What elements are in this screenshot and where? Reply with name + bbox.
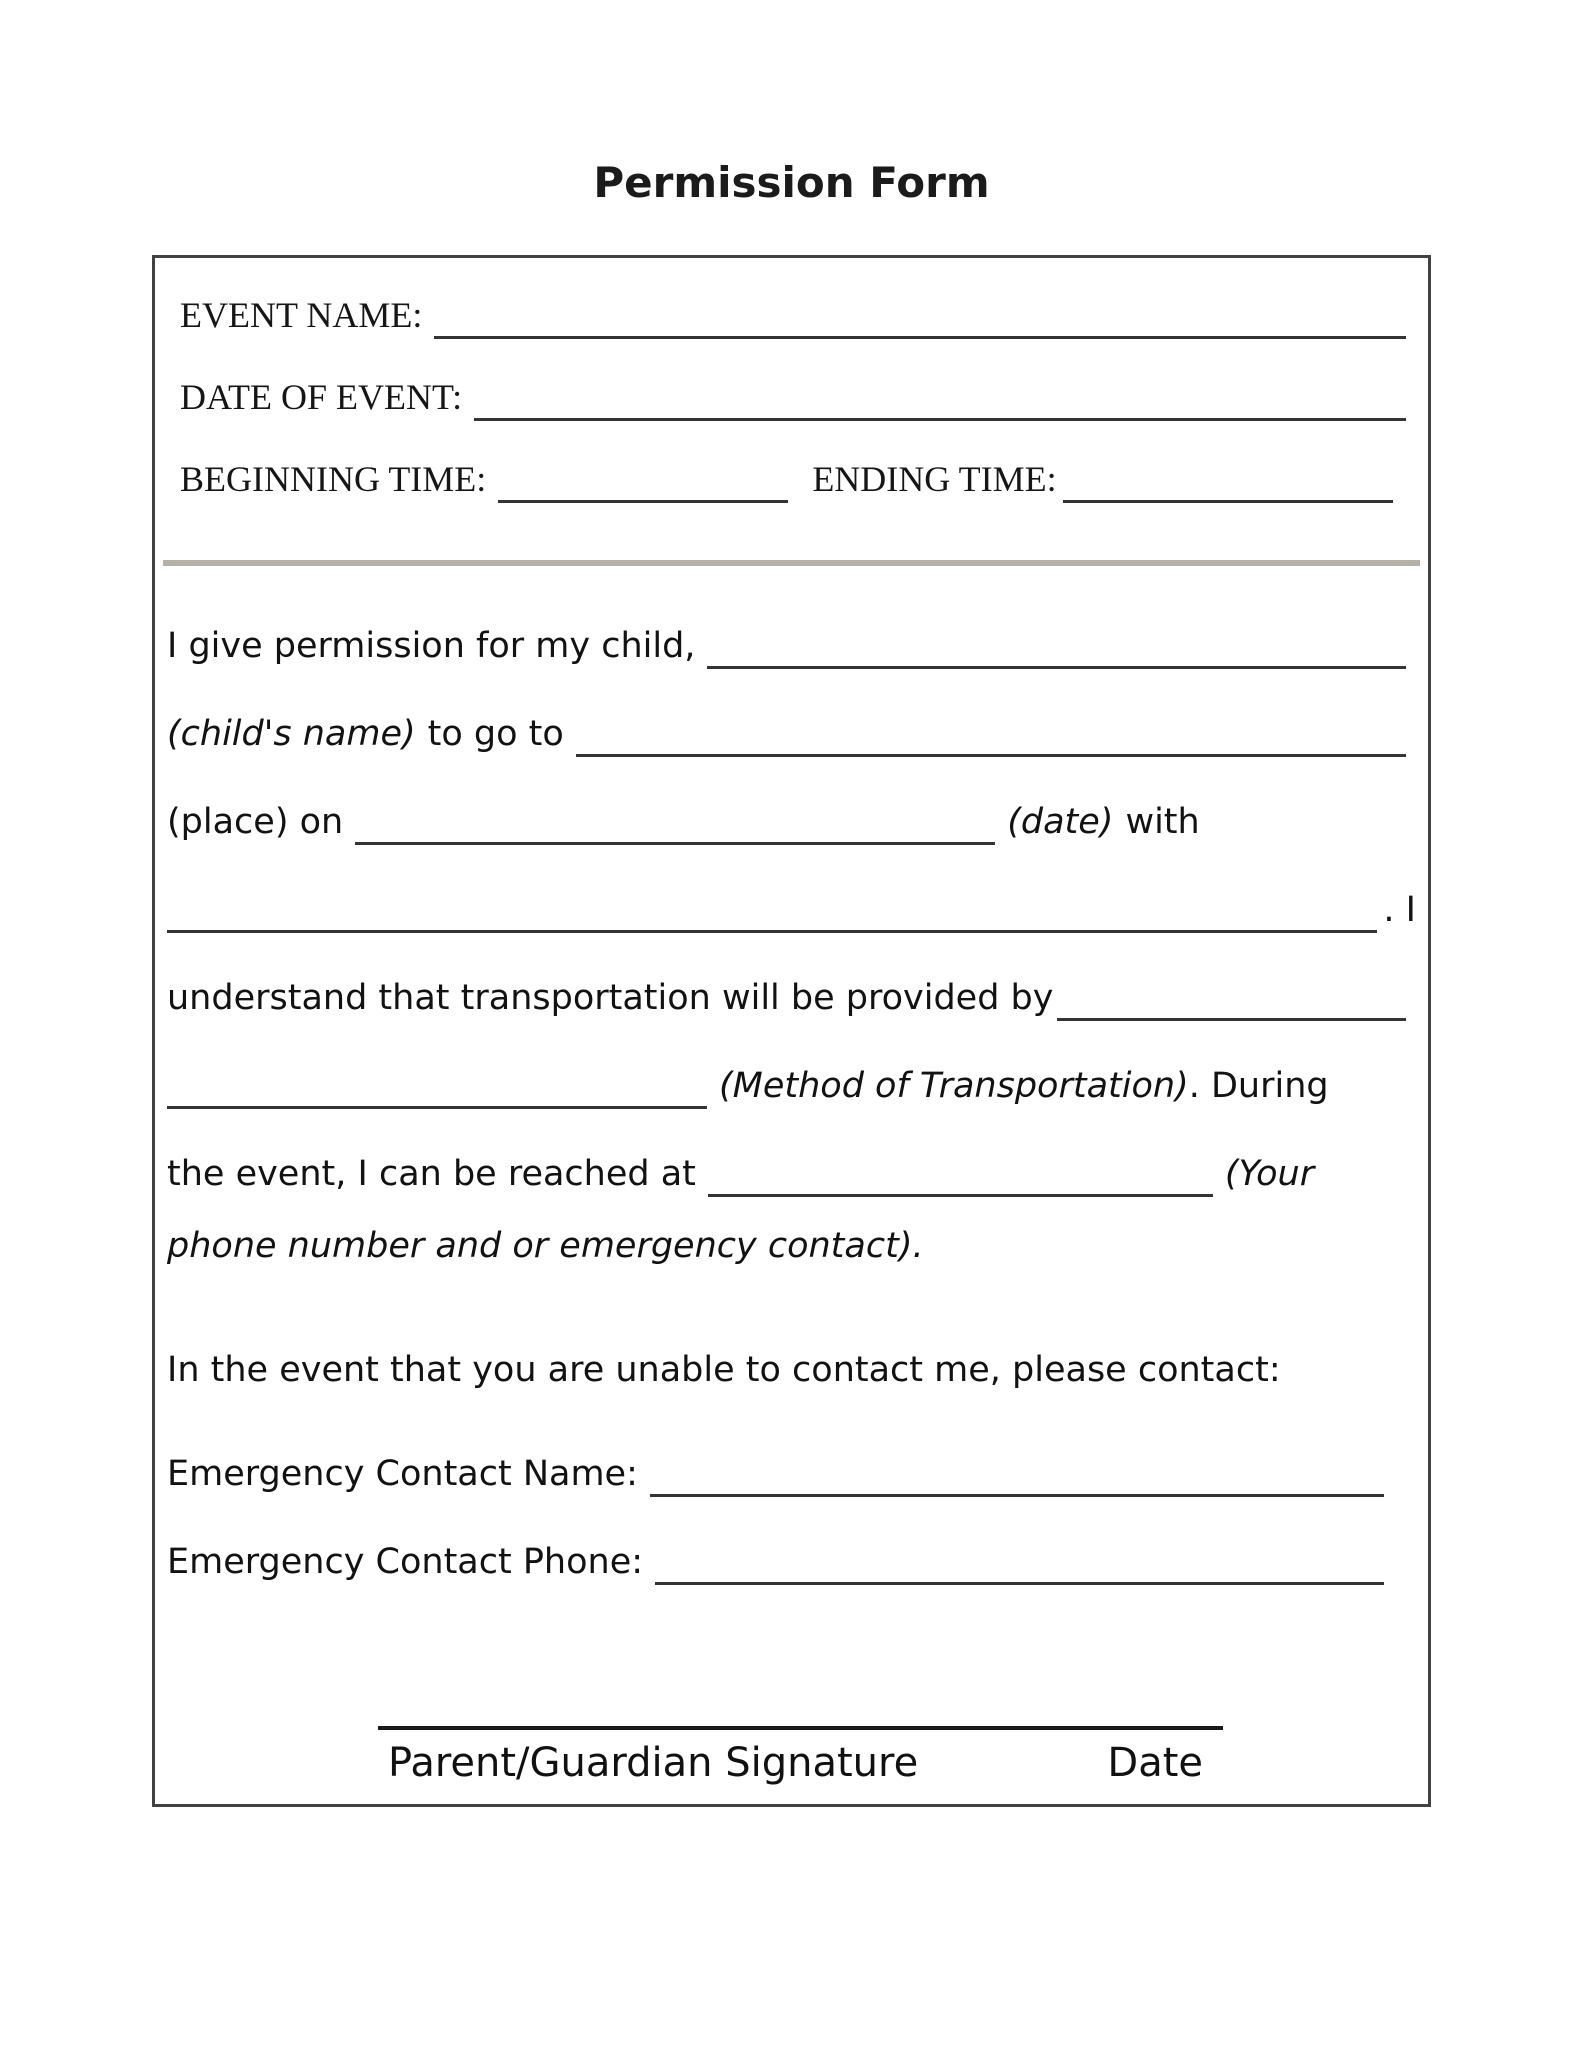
signature-section (378, 1726, 1223, 1786)
emergency-contact-phone-blank[interactable] (655, 1538, 1384, 1585)
transportation-provider-blank[interactable] (1057, 974, 1406, 1021)
to-go-to-text: to go to (427, 714, 564, 754)
child-name-blank[interactable] (707, 622, 1406, 669)
date-of-event-row (167, 362, 1416, 444)
emergency-contact-phone-label: Emergency Contact Phone: (167, 1542, 644, 1582)
transportation-text: understand that transportation will be provided by (167, 978, 1054, 1018)
permission-line-5 (167, 962, 1416, 1050)
date-of-event-blank[interactable] (474, 374, 1406, 421)
permission-statement-text: I give permission for my child, (167, 626, 696, 666)
period-i-text: . I (1383, 890, 1416, 930)
place-on-text: (place) on (167, 802, 344, 842)
times-row (167, 444, 1416, 526)
date-of-event-label: DATE OF EVENT: (180, 377, 463, 417)
method-note: (Method of Transportation) (719, 1066, 1189, 1106)
date-note: (date) (1007, 802, 1114, 842)
emergency-name-line (167, 1438, 1416, 1526)
date-blank[interactable] (355, 798, 995, 845)
signature-label: Parent/Guardian Signature (388, 1740, 919, 1786)
permission-form-box (152, 255, 1431, 1807)
emergency-contact-name-blank[interactable] (650, 1450, 1384, 1497)
permission-line-7 (167, 1138, 1416, 1226)
beginning-time-blank[interactable] (498, 456, 788, 503)
phone-note: phone number and or emergency contact). (167, 1226, 924, 1266)
contact-intro-text: In the event that you are unable to contact me, please contact: (167, 1350, 1281, 1390)
permission-line-6 (167, 1050, 1416, 1138)
event-name-row (167, 280, 1416, 362)
companion-blank[interactable] (167, 886, 1377, 933)
permission-line-4 (167, 874, 1416, 962)
with-text: with (1125, 802, 1200, 842)
permission-paragraph (167, 610, 1416, 1314)
permission-line-3 (167, 786, 1416, 874)
page-title: Permission Form (593, 158, 990, 207)
event-name-blank[interactable] (434, 292, 1406, 339)
section-divider (163, 560, 1420, 566)
beginning-time-label: BEGINNING TIME: (180, 459, 487, 499)
contact-intro-line (167, 1350, 1416, 1438)
during-text: . During (1188, 1066, 1329, 1106)
ending-time-label: ENDING TIME: (812, 459, 1057, 499)
emergency-phone-line (167, 1526, 1416, 1614)
emergency-contact-section (167, 1350, 1416, 1614)
date-label: Date (1107, 1740, 1203, 1786)
permission-line-2 (167, 698, 1416, 786)
ending-time-blank[interactable] (1063, 456, 1393, 503)
emergency-contact-name-label: Emergency Contact Name: (167, 1454, 638, 1494)
child-name-note: (child's name) (167, 714, 416, 754)
event-name-label: EVENT NAME: (180, 295, 423, 335)
contact-phone-blank[interactable] (708, 1150, 1213, 1197)
method-blank[interactable] (167, 1062, 707, 1109)
your-note: (Your (1224, 1154, 1315, 1194)
reached-at-text: the event, I can be reached at (167, 1154, 696, 1194)
signature-labels (378, 1730, 1223, 1786)
permission-line-1 (167, 610, 1416, 698)
place-blank[interactable] (576, 710, 1406, 757)
permission-line-8 (167, 1226, 1416, 1314)
